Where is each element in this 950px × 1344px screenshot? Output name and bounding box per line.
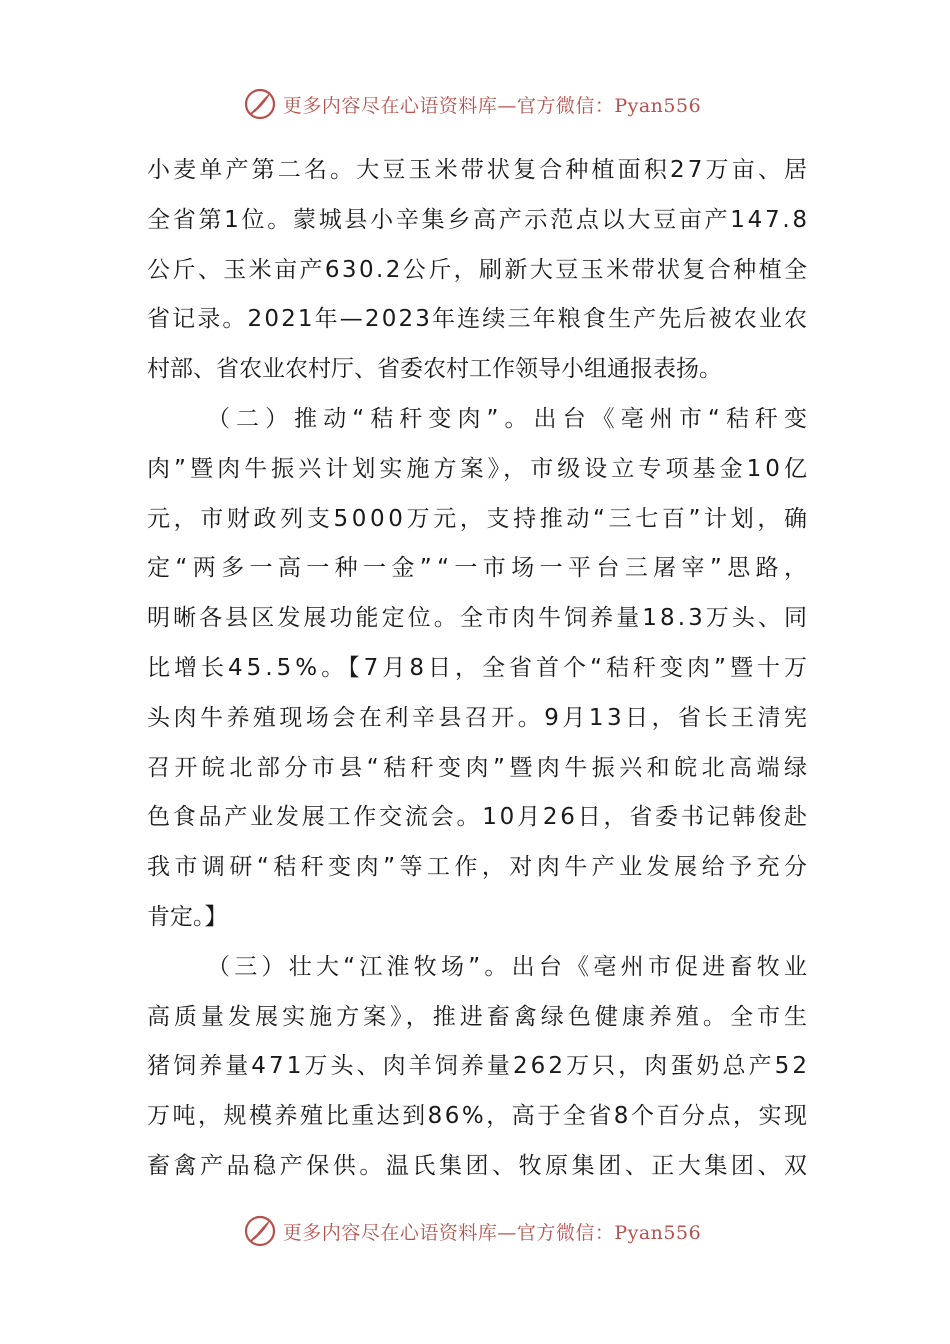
document-body <box>147 146 814 1192</box>
body-line: 我市调研“秸秆变肉”等工作，对肉牛产业发展给予充分 <box>147 854 812 881</box>
body-line: 肉”暨肉牛振兴计划实施方案》，市级设立专项基金10亿 <box>147 455 812 482</box>
body-line: 万吨，规模养殖比重达到86%，高于全省8个百分点，实现 <box>147 1103 810 1130</box>
section-heading-line: （二）推动“秸秆变肉”。出台《亳州市“秸秆变 <box>207 405 814 432</box>
header-banner <box>0 84 950 124</box>
body-line: 比增长45.5%。【7月8日，全省首个“秸秆变肉”暨十万 <box>147 654 812 681</box>
body-line: 公斤、玉米亩产630.2公斤，刷新大豆玉米带状复合种植全 <box>147 256 810 283</box>
quill-logo-icon <box>243 1214 277 1248</box>
body-line: 头肉牛养殖现场会在利辛县召开。9月13日，省长王清宪 <box>147 704 811 731</box>
body-line: 肯定。】 <box>147 903 228 930</box>
body-line: 全省第1位。蒙城县小辛集乡高产示范点以大豆亩产147.8 <box>147 206 810 233</box>
body-line: 畜禽产品稳产保供。温氏集团、牧原集团、正大集团、双 <box>147 1152 811 1179</box>
quill-logo-icon <box>243 87 277 121</box>
body-line: 元，市财政列支5000万元，支持推动“三七百”计划，确 <box>147 505 811 532</box>
body-line: 定“两多一高一种一金”“一市场一平台三屠宰”思路， <box>147 555 813 582</box>
body-line: 明晰各县区发展功能定位。全市肉牛饲养量18.3万头、同 <box>147 605 811 632</box>
body-line: 猪饲养量471万头、肉羊饲养量262万只，肉蛋奶总产52 <box>147 1053 811 1080</box>
body-line: 召开皖北部分市县“秸秆变肉”暨肉牛振兴和皖北高端绿 <box>147 754 812 781</box>
footer-banner-text: 更多内容尽在心语资料库—官方微信：Pyan556 <box>282 1221 702 1244</box>
footer-banner <box>0 1211 950 1251</box>
body-line: 高质量发展实施方案》，推进畜禽绿色健康养殖。全市生 <box>147 1003 812 1030</box>
body-line: 色食品产业发展工作交流会。10月26日，省委书记韩俊赴 <box>147 804 810 831</box>
header-banner-text: 更多内容尽在心语资料库—官方微信：Pyan556 <box>282 94 702 117</box>
body-line: 村部、省农业农村厅、省委农村工作领导小组通报表扬。 <box>147 356 722 383</box>
body-line: 省记录。2021年—2023年连续三年粮食生产先后被农业农 <box>147 306 810 333</box>
body-line: 小麦单产第二名。大豆玉米带状复合种植面积27万亩、居 <box>147 157 811 183</box>
section-heading-line: （三）壮大“江淮牧场”。出台《亳州市促进畜牧业 <box>207 953 812 980</box>
